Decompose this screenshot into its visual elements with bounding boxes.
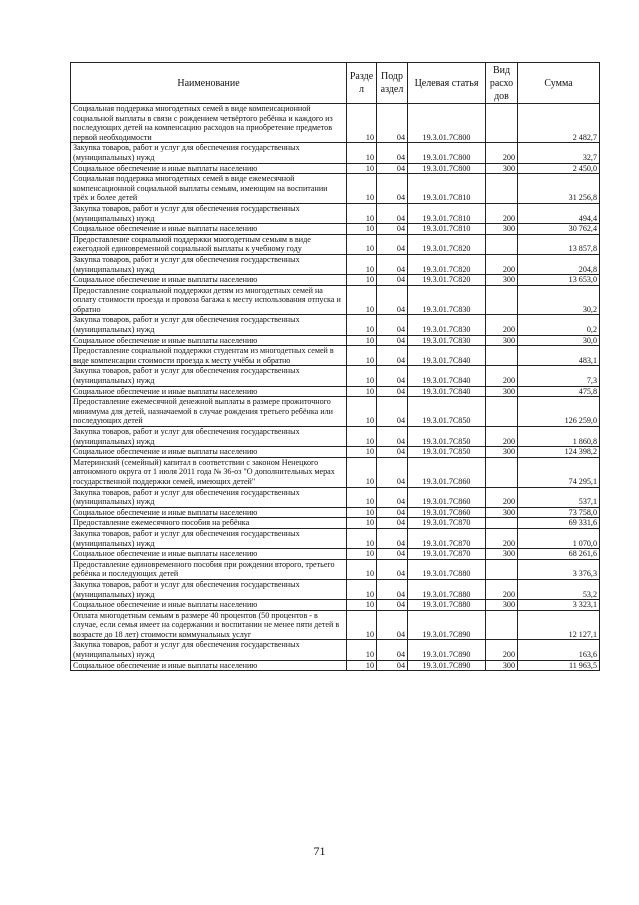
cell-razdel: 10 [347,346,377,366]
cell-name: Социальное обеспечение и иные выплаты населению [71,507,347,518]
table-row [71,457,600,487]
cell-expense-type: 200 [486,427,518,447]
header-podrazdel: Подр аздел [377,63,408,104]
cell-target-article: 19.3.01.7С840 [408,366,486,386]
cell-name: Социальное обеспечение и иные выплаты населению [71,600,347,611]
cell-target-article: 19.3.01.7С890 [408,640,486,660]
cell-expense-type: 200 [486,315,518,335]
cell-name: Социальное обеспечение и иные выплаты населению [71,335,347,346]
cell-name: Закупка товаров, работ и услуг для обеспечения государственных (муниципальных) нужд [71,427,347,447]
cell-amount: 53,2 [518,579,600,599]
cell-target-article: 19.3.01.7С890 [408,660,486,671]
cell-podrazdel: 04 [377,559,408,579]
cell-amount: 74 295,1 [518,457,600,487]
cell-target-article: 19.3.01.7С820 [408,275,486,286]
cell-name: Закупка товаров, работ и услуг для обеспечения государственных (муниципальных) нужд [71,487,347,507]
table-row [71,203,600,223]
cell-amount: 11 963,5 [518,660,600,671]
table-row [71,386,600,397]
cell-amount: 537,1 [518,487,600,507]
cell-expense-type: 200 [486,528,518,548]
table-row [71,559,600,579]
cell-razdel: 10 [347,275,377,286]
table-row [71,234,600,254]
cell-razdel: 10 [347,660,377,671]
table-row [71,335,600,346]
cell-expense-type: 300 [486,660,518,671]
cell-target-article: 19.3.01.7С860 [408,457,486,487]
cell-podrazdel: 04 [377,427,408,447]
cell-amount: 124 398,2 [518,447,600,458]
cell-podrazdel: 04 [377,518,408,529]
cell-razdel: 10 [347,549,377,560]
cell-target-article: 19.3.01.7С830 [408,335,486,346]
cell-podrazdel: 04 [377,335,408,346]
table-row [71,518,600,529]
cell-name: Предоставление ежемесячной денежной выплаты в размере прожиточного минимума для детей, назначаемой в случае рождения третьего ребёнка или последующих детей [71,397,347,427]
cell-expense-type [486,610,518,640]
cell-podrazdel: 04 [377,487,408,507]
table-row [71,600,600,611]
cell-name: Социальное обеспечение и иные выплаты населению [71,447,347,458]
cell-target-article: 19.3.01.7С850 [408,447,486,458]
document-page [70,62,599,671]
table-row [71,640,600,660]
table-row [71,579,600,599]
cell-target-article: 19.3.01.7С830 [408,315,486,335]
cell-amount: 483,1 [518,346,600,366]
table-row [71,254,600,274]
cell-amount: 73 758,0 [518,507,600,518]
cell-podrazdel: 04 [377,254,408,274]
cell-amount: 30,2 [518,285,600,315]
cell-target-article: 19.3.01.7С800 [408,143,486,163]
cell-amount: 13 857,8 [518,234,600,254]
cell-amount: 30,0 [518,335,600,346]
cell-target-article: 19.3.01.7С810 [408,174,486,204]
cell-amount: 475,8 [518,386,600,397]
cell-name: Социальная поддержка многодетных семей в виде компенсационной социальной выплаты в связи с рождением четвёртого ребёнка и каждого из последующих детей на компенсацию расходов на приобретение предметов первой необходимости [71,104,347,143]
cell-razdel: 10 [347,507,377,518]
cell-razdel: 10 [347,447,377,458]
cell-razdel: 10 [347,174,377,204]
table-row [71,507,600,518]
cell-expense-type: 300 [486,386,518,397]
cell-podrazdel: 04 [377,549,408,560]
cell-amount: 30 762,4 [518,224,600,235]
cell-name: Социальное обеспечение и иные выплаты населению [71,660,347,671]
table-row [71,528,600,548]
table-row [71,163,600,174]
cell-amount: 3 376,3 [518,559,600,579]
cell-podrazdel: 04 [377,660,408,671]
cell-razdel: 10 [347,386,377,397]
cell-amount: 31 256,8 [518,174,600,204]
cell-podrazdel: 04 [377,457,408,487]
cell-target-article: 19.3.01.7С860 [408,507,486,518]
cell-expense-type: 200 [486,579,518,599]
page-number: 71 [313,844,326,858]
cell-podrazdel: 04 [377,507,408,518]
cell-podrazdel: 04 [377,104,408,143]
cell-razdel: 10 [347,610,377,640]
cell-name: Закупка товаров, работ и услуг для обеспечения государственных (муниципальных) нужд [71,579,347,599]
table-row [71,487,600,507]
cell-name: Предоставление социальной поддержки студентам из многодетных семей в виде компенсации стоимости проезда к месту учёбы и обратно [71,346,347,366]
cell-expense-type [486,234,518,254]
cell-target-article: 19.3.01.7С820 [408,254,486,274]
cell-razdel: 10 [347,528,377,548]
cell-podrazdel: 04 [377,285,408,315]
cell-name: Закупка товаров, работ и услуг для обеспечения государственных (муниципальных) нужд [71,640,347,660]
table-row [71,660,600,671]
header-expense-type: Вид расхо дов [486,63,518,104]
cell-razdel: 10 [347,457,377,487]
header-name: Наименование [71,63,347,104]
cell-podrazdel: 04 [377,640,408,660]
cell-target-article: 19.3.01.7С850 [408,397,486,427]
cell-razdel: 10 [347,315,377,335]
cell-target-article: 19.3.01.7С850 [408,427,486,447]
cell-podrazdel: 04 [377,203,408,223]
table-row [71,610,600,640]
cell-target-article: 19.3.01.7С880 [408,579,486,599]
cell-expense-type [486,174,518,204]
cell-target-article: 19.3.01.7С840 [408,346,486,366]
cell-target-article: 19.3.01.7С880 [408,600,486,611]
cell-name: Предоставление социальной поддержки детям из многодетных семей на оплату стоимости проезда и провоза багажа к месту использования отпуска и обратно [71,285,347,315]
cell-amount: 7,3 [518,366,600,386]
cell-target-article: 19.3.01.7С820 [408,234,486,254]
cell-razdel: 10 [347,427,377,447]
cell-name: Социальное обеспечение и иные выплаты населению [71,549,347,560]
cell-podrazdel: 04 [377,234,408,254]
cell-target-article: 19.3.01.7С830 [408,285,486,315]
cell-podrazdel: 04 [377,600,408,611]
cell-podrazdel: 04 [377,579,408,599]
cell-razdel: 10 [347,224,377,235]
cell-amount: 126 259,0 [518,397,600,427]
cell-expense-type: 300 [486,507,518,518]
cell-expense-type: 300 [486,447,518,458]
table-row [71,447,600,458]
cell-razdel: 10 [347,559,377,579]
cell-expense-type [486,285,518,315]
cell-amount: 3 323,1 [518,600,600,611]
cell-target-article: 19.3.01.7С810 [408,224,486,235]
table-row [71,397,600,427]
cell-podrazdel: 04 [377,528,408,548]
cell-amount: 12 127,1 [518,610,600,640]
cell-razdel: 10 [347,163,377,174]
cell-expense-type: 200 [486,143,518,163]
cell-target-article: 19.3.01.7С870 [408,518,486,529]
cell-expense-type: 200 [486,640,518,660]
cell-podrazdel: 04 [377,397,408,427]
cell-razdel: 10 [347,518,377,529]
cell-target-article: 19.3.01.7С800 [408,163,486,174]
cell-podrazdel: 04 [377,163,408,174]
cell-amount: 163,6 [518,640,600,660]
table-row [71,315,600,335]
table-row [71,549,600,560]
table-row [71,104,600,143]
cell-expense-type [486,346,518,366]
cell-amount: 13 653,0 [518,275,600,286]
table-row [71,366,600,386]
cell-podrazdel: 04 [377,224,408,235]
cell-target-article: 19.3.01.7С800 [408,104,486,143]
cell-razdel: 10 [347,234,377,254]
cell-amount: 1 860,8 [518,427,600,447]
cell-name: Предоставление социальной поддержки многодетным семьям в виде ежегодной единовременной социальной выплаты к учебному году [71,234,347,254]
cell-name: Оплата многодетным семьям в размере 40 процентов (50 процентов - в случае, если семья имеет на содержании и воспитании не менее пяти детей в возрасте до 18 лет) стоимости коммунальных услуг [71,610,347,640]
cell-amount: 1 070,0 [518,528,600,548]
cell-expense-type: 300 [486,163,518,174]
cell-name: Социальное обеспечение и иные выплаты населению [71,224,347,235]
cell-name: Закупка товаров, работ и услуг для обеспечения государственных (муниципальных) нужд [71,528,347,548]
cell-expense-type: 200 [486,203,518,223]
cell-expense-type [486,397,518,427]
cell-amount: 68 261,6 [518,549,600,560]
table-row [71,224,600,235]
cell-amount: 69 331,6 [518,518,600,529]
cell-podrazdel: 04 [377,346,408,366]
table-body [71,104,600,671]
cell-razdel: 10 [347,254,377,274]
cell-razdel: 10 [347,487,377,507]
cell-amount: 2 482,7 [518,104,600,143]
cell-razdel: 10 [347,640,377,660]
cell-expense-type: 300 [486,224,518,235]
cell-podrazdel: 04 [377,315,408,335]
cell-name: Предоставление единовременного пособия при рождении второго, третьего ребёнка и последующих детей [71,559,347,579]
table-row [71,275,600,286]
cell-expense-type [486,104,518,143]
cell-target-article: 19.3.01.7С890 [408,610,486,640]
cell-razdel: 10 [347,285,377,315]
cell-expense-type [486,518,518,529]
cell-amount: 2 450,0 [518,163,600,174]
cell-amount: 0,2 [518,315,600,335]
cell-name: Закупка товаров, работ и услуг для обеспечения государственных (муниципальных) нужд [71,254,347,274]
cell-name: Социальное обеспечение и иные выплаты населению [71,386,347,397]
header-target-article: Целевая статья [408,63,486,104]
cell-name: Закупка товаров, работ и услуг для обеспечения государственных (муниципальных) нужд [71,203,347,223]
header-amount: Сумма [518,63,600,104]
cell-podrazdel: 04 [377,610,408,640]
cell-target-article: 19.3.01.7С840 [408,386,486,397]
cell-razdel: 10 [347,203,377,223]
cell-expense-type: 300 [486,600,518,611]
table-row [71,143,600,163]
cell-expense-type [486,457,518,487]
cell-razdel: 10 [347,335,377,346]
cell-target-article: 19.3.01.7С810 [408,203,486,223]
budget-table [70,62,600,671]
header-razdel: Разде л [347,63,377,104]
cell-podrazdel: 04 [377,386,408,397]
table-row [71,427,600,447]
cell-name: Закупка товаров, работ и услуг для обеспечения государственных (муниципальных) нужд [71,366,347,386]
cell-podrazdel: 04 [377,174,408,204]
cell-target-article: 19.3.01.7С880 [408,559,486,579]
cell-razdel: 10 [347,600,377,611]
cell-podrazdel: 04 [377,275,408,286]
cell-expense-type: 200 [486,254,518,274]
cell-razdel: 10 [347,366,377,386]
cell-expense-type: 300 [486,275,518,286]
cell-name: Социальное обеспечение и иные выплаты населению [71,275,347,286]
cell-amount: 32,7 [518,143,600,163]
cell-razdel: 10 [347,104,377,143]
cell-amount: 204,8 [518,254,600,274]
cell-expense-type: 200 [486,487,518,507]
cell-podrazdel: 04 [377,143,408,163]
cell-razdel: 10 [347,143,377,163]
cell-name: Социальная поддержка многодетных семей в виде ежемесячной компенсационной социальной выплаты семьям, имеющим на воспитании трёх и более детей [71,174,347,204]
table-row [71,174,600,204]
cell-expense-type: 300 [486,335,518,346]
cell-name: Материнский (семейный) капитал в соответствии с законом Ненецкого автономного округа от 1 июля 2011 года № 36-оз "О дополнительных мерах государственной поддержки семей, имеющих детей" [71,457,347,487]
cell-name: Закупка товаров, работ и услуг для обеспечения государственных (муниципальных) нужд [71,143,347,163]
cell-name: Предоставление ежемесячного пособия на ребёнка [71,518,347,529]
cell-target-article: 19.3.01.7С860 [408,487,486,507]
cell-name: Социальное обеспечение и иные выплаты населению [71,163,347,174]
cell-name: Закупка товаров, работ и услуг для обеспечения государственных (муниципальных) нужд [71,315,347,335]
table-row [71,285,600,315]
cell-target-article: 19.3.01.7С870 [408,528,486,548]
table-header-row [71,63,600,104]
cell-expense-type: 300 [486,549,518,560]
cell-target-article: 19.3.01.7С870 [408,549,486,560]
cell-razdel: 10 [347,397,377,427]
cell-razdel: 10 [347,579,377,599]
cell-podrazdel: 04 [377,366,408,386]
cell-expense-type: 200 [486,366,518,386]
cell-expense-type [486,559,518,579]
cell-podrazdel: 04 [377,447,408,458]
cell-amount: 494,4 [518,203,600,223]
table-row [71,346,600,366]
